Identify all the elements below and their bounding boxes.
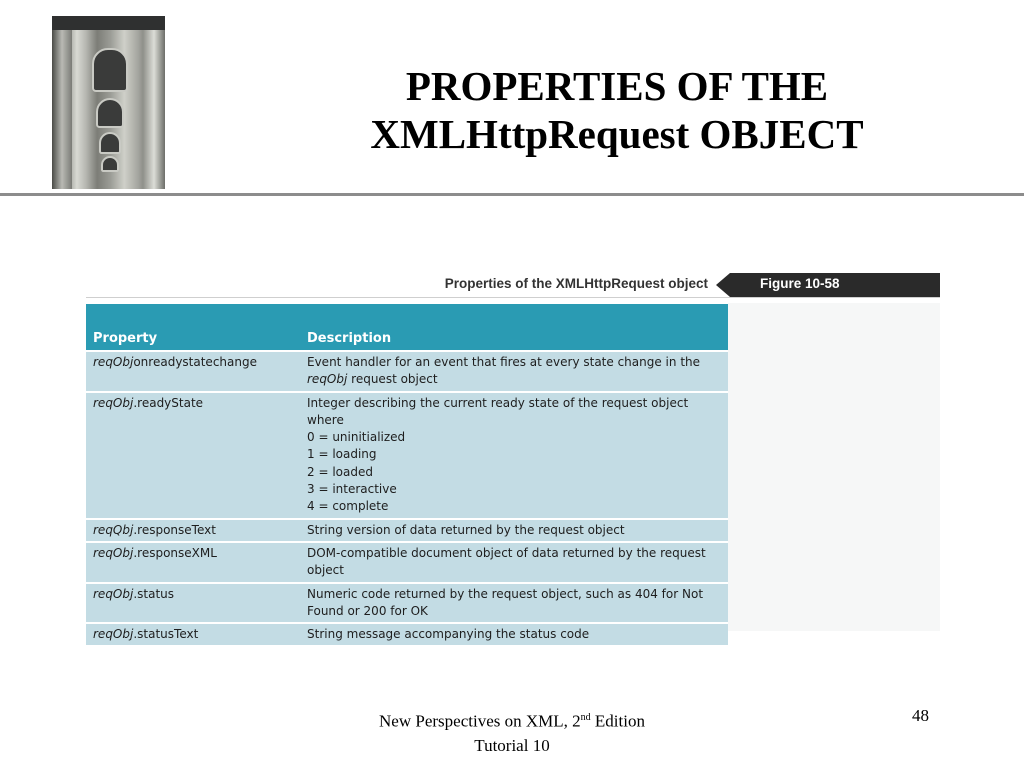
photo-pillar-left <box>52 16 72 189</box>
footer-edition-sup: nd <box>580 712 591 723</box>
footer-edition: Edition <box>590 711 645 731</box>
property-cell <box>86 351 300 392</box>
figure-right-pane <box>728 303 940 631</box>
property-cell <box>86 392 300 519</box>
description-line: 1 = loading <box>307 447 377 462</box>
slide-title <box>200 62 1024 158</box>
object-name: reqQbj <box>93 522 134 537</box>
figure-caption-row <box>86 273 940 298</box>
description-cell <box>300 351 728 392</box>
property-name: .readyState <box>133 395 204 410</box>
property-cell <box>86 519 300 542</box>
object-name: reqObj <box>93 355 134 369</box>
description-line: Found or 200 for OK <box>307 603 428 618</box>
description-cell <box>300 623 728 645</box>
description-line: object <box>307 563 344 578</box>
description-cell <box>300 583 728 624</box>
description-cell <box>300 519 728 542</box>
object-name: reqObj <box>93 395 134 410</box>
description-line: String version of data returned by the request object <box>307 522 625 537</box>
object-name: reqObj <box>93 545 134 560</box>
description-line: String message accompanying the status code <box>307 627 590 642</box>
description-line: 3 = interactive <box>307 482 397 497</box>
description-tail: request object <box>347 372 438 387</box>
figure-caption: Properties of the XMLHttpRequest object <box>444 276 708 291</box>
property-cell <box>86 542 300 583</box>
description-cell <box>300 392 728 519</box>
table-row <box>86 542 728 583</box>
description-line: 2 = loaded <box>307 464 373 479</box>
table-row <box>86 351 728 392</box>
description-line: where <box>307 412 344 427</box>
photo-top-band <box>52 16 165 30</box>
property-name: onreadystatechange <box>133 355 257 369</box>
footer-line-2: Tutorial 10 <box>474 735 550 755</box>
footer-book-title: New Perspectives on XML, 2 <box>379 711 581 731</box>
footer-line-1 <box>300 706 724 734</box>
slide-title-line-2: XMLHttpRequest OBJECT <box>370 111 864 157</box>
description-line: 0 = uninitialized <box>307 430 406 445</box>
table-row <box>86 623 728 645</box>
photo-pillar-right <box>143 16 165 189</box>
property-name: .status <box>133 586 175 601</box>
property-column-header: Property <box>86 304 300 351</box>
object-name: reqObj <box>93 627 134 642</box>
bridge-photo <box>52 16 165 189</box>
footer-text <box>300 706 724 758</box>
object-name: reqObj <box>307 372 348 387</box>
description-line: Event handler for an event that fires at every state change in the <box>307 355 701 369</box>
description-cell <box>300 542 728 583</box>
photo-arch <box>92 48 128 92</box>
description-column-header: Description <box>300 304 728 351</box>
description-line: 4 = complete <box>307 499 389 514</box>
description-line: Integer describing the current ready state of the request object <box>307 395 689 410</box>
page-number: 48 <box>912 706 929 725</box>
property-name: .responseText <box>133 522 216 537</box>
description-line: Numeric code returned by the request object, such as 404 for Not <box>307 586 704 601</box>
photo-arch <box>96 98 124 128</box>
title-divider <box>0 193 1024 196</box>
figure-label: Figure 10-58 <box>760 276 840 291</box>
slide-title-line-1: PROPERTIES OF THE <box>405 63 829 109</box>
table-row <box>86 392 728 519</box>
table-header-row <box>86 304 728 351</box>
photo-arch <box>99 132 121 154</box>
table-body <box>86 351 728 645</box>
property-cell <box>86 623 300 645</box>
object-name: reqObj <box>93 586 134 601</box>
table-row <box>86 583 728 624</box>
description-line: DOM-compatible document object of data returned by the request <box>307 545 706 560</box>
table-row <box>86 519 728 542</box>
figure-image <box>86 273 940 642</box>
description-line <box>307 371 722 388</box>
property-name: .responseXML <box>133 545 217 560</box>
properties-table <box>86 304 728 645</box>
property-cell <box>86 583 300 624</box>
property-name: .statusText <box>133 627 199 642</box>
photo-arch <box>101 156 119 172</box>
figure-label-tab <box>730 273 940 297</box>
